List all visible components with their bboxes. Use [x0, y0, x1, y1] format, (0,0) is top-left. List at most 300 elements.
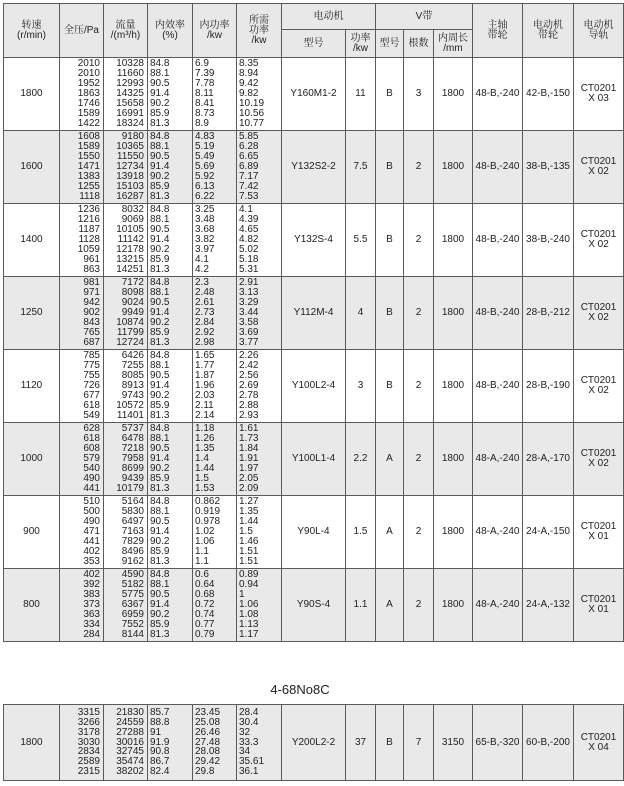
cell-value: 1236 [77, 204, 100, 216]
spindle-pulley-cell: 48-A,-240 [473, 569, 523, 642]
efficiency-cell [148, 277, 193, 350]
cell-value: 8699 [121, 462, 144, 474]
cell-value: 2.69 [239, 380, 259, 392]
table-row [4, 350, 624, 423]
cell-value: 9.82 [239, 88, 259, 100]
flow-cell [104, 58, 148, 131]
cell-value: 3.48 [195, 214, 215, 226]
speed-cell: 900 [4, 496, 60, 569]
cell-value: 9439 [121, 472, 144, 484]
cell-value: 8.73 [195, 107, 215, 119]
header-belt-length: 内周长 /mm [434, 30, 473, 58]
belt-count-cell: 7 [404, 705, 434, 781]
cell-value: 5182 [121, 579, 144, 591]
cell-value: 1.46 [239, 535, 259, 547]
cell-value: 2589 [77, 756, 100, 768]
cell-value: 90.2 [150, 170, 170, 182]
cell-value: 284 [83, 628, 100, 640]
cell-value: 6367 [121, 599, 144, 611]
motor-rail-cell: CT0201 X 02 [574, 423, 624, 496]
header-inner-power: 内功率 /kw [193, 4, 237, 58]
cell-value: 90.8 [150, 746, 170, 758]
required-power-cell [237, 131, 282, 204]
cell-value: 8085 [121, 370, 144, 382]
cell-value: 3.82 [195, 234, 215, 246]
motor-power-cell: 7.5 [346, 131, 376, 204]
cell-value: 0.74 [195, 608, 215, 620]
cell-value: 9743 [121, 389, 144, 401]
speed-cell: 800 [4, 569, 60, 642]
cell-value: 2.91 [239, 277, 259, 289]
cell-value: 1383 [77, 170, 100, 182]
cell-value: 13918 [116, 170, 144, 182]
belt-length-cell: 1800 [434, 277, 473, 350]
cell-value: 392 [83, 579, 100, 591]
cell-value: 5.18 [239, 253, 259, 265]
cell-value: 1.61 [239, 423, 259, 435]
cell-value: 334 [83, 618, 100, 630]
cell-value: 81.3 [150, 190, 170, 202]
cell-value: 90.2 [150, 97, 170, 109]
motor-pulley-cell: 42-B,-150 [523, 58, 574, 131]
cell-value: 6.28 [239, 141, 259, 153]
motor-model-cell: Y132S-4 [282, 204, 346, 277]
cell-value: 81.3 [150, 482, 170, 494]
cell-value: 1128 [78, 234, 100, 246]
cell-value: 3.29 [239, 297, 259, 309]
cell-value: 90.5 [150, 297, 170, 309]
motor-rail-cell: CT0201 X 01 [574, 569, 624, 642]
cell-value: 618 [83, 399, 100, 411]
cell-value: 21830 [116, 706, 144, 718]
cell-value: 2.05 [239, 472, 259, 484]
cell-value: 8496 [121, 545, 144, 557]
cell-value: 11799 [116, 326, 144, 338]
cell-value: 1.5 [239, 526, 253, 538]
cell-value: 0.77 [195, 618, 215, 630]
table-row [4, 204, 624, 277]
cell-value: 90.2 [150, 389, 170, 401]
efficiency-cell [148, 569, 193, 642]
motor-pulley-cell: 38-B,-240 [523, 204, 574, 277]
cell-value: 0.6 [195, 569, 209, 581]
motor-pulley-cell: 24-A,-150 [523, 496, 574, 569]
cell-value: 3.68 [195, 224, 215, 236]
speed-cell: 1000 [4, 423, 60, 496]
cell-value: 90.5 [150, 589, 170, 601]
cell-value: 1.73 [239, 433, 259, 445]
cell-value: 81.3 [150, 555, 170, 567]
motor-pulley-cell: 28-B,-190 [523, 350, 574, 423]
cell-value: 1.77 [195, 360, 215, 372]
efficiency-cell [148, 705, 193, 781]
pressure-cell [60, 350, 104, 423]
cell-value: 7552 [121, 618, 144, 630]
cell-value: 10328 [116, 58, 144, 70]
cell-value: 88.1 [150, 287, 170, 299]
cell-value: 2.48 [195, 287, 215, 299]
motor-pulley-cell: 60-B,-200 [523, 705, 574, 781]
cell-value: 2010 [77, 58, 100, 70]
cell-value: 91.9 [150, 736, 170, 748]
flow-cell [104, 423, 148, 496]
cell-value: 91.4 [150, 161, 170, 173]
motor-pulley-cell: 38-B,-135 [523, 131, 574, 204]
cell-value: 1.91 [239, 453, 259, 465]
motor-power-cell: 4 [346, 277, 376, 350]
belt-length-cell: 1800 [434, 423, 473, 496]
cell-value: 32745 [116, 746, 144, 758]
cell-value: 5775 [121, 589, 144, 601]
cell-value: 85.9 [150, 107, 170, 119]
cell-value: 843 [83, 316, 100, 328]
cell-value: 10.77 [239, 117, 265, 129]
cell-value: 618 [83, 433, 100, 445]
cell-value: 5.49 [195, 151, 215, 163]
cell-value: 1.87 [195, 370, 215, 382]
cell-value: 91.4 [150, 453, 170, 465]
cell-value: 26.46 [195, 726, 221, 738]
cell-value: 23.45 [195, 706, 221, 718]
flow-cell [104, 496, 148, 569]
table-row [4, 496, 624, 569]
cell-value: 1.06 [195, 535, 215, 547]
cell-value: 1.84 [239, 443, 259, 455]
cell-value: 6478 [121, 433, 144, 445]
efficiency-cell [148, 350, 193, 423]
belt-count-cell: 2 [404, 496, 434, 569]
cell-value: 90.2 [150, 243, 170, 255]
cell-value: 9949 [121, 307, 144, 319]
cell-value: 8.35 [239, 58, 259, 70]
speed-cell: 1120 [4, 350, 60, 423]
header-efficiency: 内效率 (%) [148, 4, 193, 58]
cell-value: 490 [83, 472, 100, 484]
cell-value: 1471 [77, 161, 100, 173]
cell-value: 1.13 [239, 618, 259, 630]
header-motor-model: 型号 [282, 30, 346, 58]
cell-value: 30016 [116, 736, 144, 748]
cell-value: 84.8 [150, 350, 170, 362]
header-motor-pulley: 电动机 带轮 [523, 4, 574, 58]
cell-value: 82.4 [150, 766, 170, 778]
cell-value: 9.42 [239, 78, 259, 90]
cell-value: 5.85 [239, 131, 259, 143]
cell-value: 81.3 [150, 263, 170, 275]
cell-value: 10572 [116, 399, 144, 411]
cell-value: 1589 [77, 141, 100, 153]
cell-value: 7.17 [239, 170, 259, 182]
cell-value: 84.8 [150, 131, 170, 143]
required-power-cell [237, 569, 282, 642]
flow-cell [104, 131, 148, 204]
cell-value: 383 [83, 589, 100, 601]
cell-value: 2.26 [239, 350, 259, 362]
cell-value: 1.44 [239, 516, 259, 528]
cell-value: 7.53 [239, 190, 259, 202]
belt-model-cell: B [376, 277, 404, 350]
belt-count-cell: 2 [404, 350, 434, 423]
cell-value: 1.5 [195, 472, 209, 484]
cell-value: 8.41 [195, 97, 215, 109]
cell-value: 0.68 [195, 589, 215, 601]
cell-value: 1.35 [195, 443, 215, 455]
cell-value: 0.978 [195, 516, 221, 528]
cell-value: 1.96 [195, 380, 215, 392]
cell-value: 3.58 [239, 316, 259, 328]
cell-value: 5.02 [239, 243, 259, 255]
cell-value: 1.65 [195, 350, 215, 362]
motor-pulley-cell: 24-A,-132 [523, 569, 574, 642]
header-vbelt: V带 [376, 4, 473, 30]
motor-model-cell: Y90S-4 [282, 569, 346, 642]
inner-power-cell [193, 423, 237, 496]
cell-value: 85.9 [150, 180, 170, 192]
cell-value: 1255 [77, 180, 100, 192]
efficiency-cell [148, 423, 193, 496]
cell-value: 27288 [116, 726, 144, 738]
cell-value: 11550 [116, 151, 144, 163]
belt-length-cell: 1800 [434, 569, 473, 642]
cell-value: 10.19 [239, 97, 265, 109]
cell-value: 85.7 [150, 706, 170, 718]
pressure-cell [60, 277, 104, 350]
cell-value: 1187 [78, 224, 100, 236]
inner-power-cell [193, 569, 237, 642]
cell-value: 2.03 [195, 389, 215, 401]
cell-value: 8098 [121, 287, 144, 299]
header-belt-model: 型号 [376, 30, 404, 58]
cell-value: 84.8 [150, 277, 170, 289]
cell-value: 7829 [121, 535, 144, 547]
flow-cell [104, 569, 148, 642]
cell-value: 608 [83, 443, 100, 455]
cell-value: 765 [83, 326, 100, 338]
header-spindle-pulley: 主轴 带轮 [473, 4, 523, 58]
cell-value: 5.19 [195, 141, 215, 153]
cell-value: 7.42 [239, 180, 259, 192]
speed-cell: 1250 [4, 277, 60, 350]
cell-value: 88.1 [150, 68, 170, 80]
cell-value: 85.9 [150, 472, 170, 484]
cell-value: 1.51 [239, 555, 259, 567]
cell-value: 1422 [77, 117, 100, 129]
motor-model-cell: Y112M-4 [282, 277, 346, 350]
cell-value: 3.13 [239, 287, 259, 299]
cell-value: 6959 [121, 608, 144, 620]
cell-value: 6497 [121, 516, 144, 528]
cell-value: 15103 [116, 180, 144, 192]
cell-value: 11401 [116, 409, 144, 421]
motor-model-cell: Y100L2-4 [282, 350, 346, 423]
cell-value: 1.27 [239, 496, 259, 508]
cell-value: 687 [83, 336, 100, 348]
required-power-cell [237, 496, 282, 569]
cell-value: 4.82 [239, 234, 259, 246]
cell-value: 1.97 [239, 462, 259, 474]
table-row [4, 569, 624, 642]
cell-value: 4.83 [195, 131, 215, 143]
cell-value: 0.64 [195, 579, 215, 591]
cell-value: 3.77 [239, 336, 259, 348]
cell-value: 8913 [121, 380, 144, 392]
cell-value: 6.65 [239, 151, 259, 163]
cell-value: 85.9 [150, 545, 170, 557]
cell-value: 8.11 [195, 88, 214, 100]
motor-rail-cell: CT0201 X 02 [574, 350, 624, 423]
cell-value: 36.1 [239, 766, 259, 778]
cell-value: 2.56 [239, 370, 259, 382]
inner-power-cell [193, 496, 237, 569]
cell-value: 1.35 [239, 506, 259, 518]
cell-value: 942 [83, 297, 100, 309]
cell-value: 90.2 [150, 535, 170, 547]
cell-value: 1.4 [195, 453, 209, 465]
cell-value: 500 [83, 506, 100, 518]
cell-value: 4.39 [239, 214, 259, 226]
cell-value: 88.1 [150, 214, 170, 226]
cell-value: 5737 [121, 423, 144, 435]
cell-value: 81.3 [150, 409, 170, 421]
belt-model-cell: B [376, 131, 404, 204]
cell-value: 84.8 [150, 423, 170, 435]
inner-power-cell [193, 204, 237, 277]
cell-value: 5830 [121, 506, 144, 518]
belt-count-cell: 2 [404, 277, 434, 350]
cell-value: 4.1 [195, 253, 209, 265]
cell-value: 8144 [121, 628, 144, 640]
cell-value: 5.69 [195, 161, 215, 173]
cell-value: 85.9 [150, 618, 170, 630]
header-speed: 转速 (r/min) [4, 4, 60, 58]
cell-value: 549 [83, 409, 100, 421]
belt-length-cell: 1800 [434, 204, 473, 277]
cell-value: 85.9 [150, 399, 170, 411]
cell-value: 10.56 [239, 107, 265, 119]
cell-value: 16991 [116, 107, 144, 119]
motor-rail-cell: CT0201 X 02 [574, 277, 624, 350]
header-motor: 电动机 [282, 4, 376, 30]
motor-rail-cell: CT0201 X 01 [574, 496, 624, 569]
cell-value: 902 [83, 307, 100, 319]
cell-value: 3315 [77, 706, 100, 718]
cell-value: 10874 [116, 316, 144, 328]
cell-value: 775 [83, 360, 100, 372]
belt-model-cell: B [376, 350, 404, 423]
motor-power-cell: 37 [346, 705, 376, 781]
cell-value: 28.4 [239, 706, 259, 718]
cell-value: 6.9 [195, 58, 209, 70]
cell-value: 2834 [77, 746, 100, 758]
speed-cell: 1400 [4, 204, 60, 277]
cell-value: 88.1 [150, 579, 170, 591]
efficiency-cell [148, 58, 193, 131]
cell-value: 1118 [79, 190, 100, 202]
cell-value: 2.09 [239, 482, 259, 494]
cell-value: 1.51 [239, 545, 259, 557]
cell-value: 12724 [116, 336, 144, 348]
cell-value: 10105 [116, 224, 144, 236]
motor-model-cell: Y90L-4 [282, 496, 346, 569]
header-row-1 [4, 4, 624, 30]
cell-value: 6.13 [195, 180, 215, 192]
cell-value: 2.14 [195, 409, 215, 421]
cell-value: 7218 [121, 443, 144, 455]
cell-value: 1.53 [195, 482, 215, 494]
motor-model-cell: Y132S2-2 [282, 131, 346, 204]
pressure-cell [60, 569, 104, 642]
cell-value: 13215 [116, 253, 144, 265]
cell-value: 2.93 [239, 409, 259, 421]
cell-value: 363 [83, 608, 100, 620]
flow-cell [104, 705, 148, 781]
fan-spec-table [3, 3, 624, 642]
cell-value: 4.1 [239, 204, 253, 216]
cell-value: 38202 [116, 766, 144, 778]
motor-rail-cell: CT0201 X 02 [574, 204, 624, 277]
cell-value: 2010 [77, 68, 100, 80]
cell-value: 29.8 [195, 766, 215, 778]
cell-value: 81.3 [150, 117, 170, 129]
cell-value: 1059 [77, 243, 100, 255]
belt-count-cell: 2 [404, 423, 434, 496]
motor-model-cell: Y200L2-2 [282, 705, 346, 781]
cell-value: 1.02 [195, 526, 215, 538]
cell-value: 5.31 [239, 263, 259, 275]
spindle-pulley-cell: 48-A,-240 [473, 423, 523, 496]
cell-value: 91.4 [150, 599, 170, 611]
header-flow: 流量 /(m³/h) [104, 4, 148, 58]
cell-value: 90.5 [150, 516, 170, 528]
cell-value: 7255 [121, 360, 144, 372]
cell-value: 90.5 [150, 370, 170, 382]
cell-value: 88.8 [150, 716, 170, 728]
cell-value: 3.69 [239, 326, 259, 338]
cell-value: 0.72 [195, 599, 215, 611]
cell-value: 2.3 [195, 277, 209, 289]
cell-value: 981 [83, 277, 100, 289]
cell-value: 9180 [121, 131, 144, 143]
cell-value: 90.2 [150, 608, 170, 620]
cell-value: 7.78 [195, 78, 215, 90]
cell-value: 84.8 [150, 496, 170, 508]
pressure-cell [60, 131, 104, 204]
motor-pulley-cell: 28-A,-170 [523, 423, 574, 496]
motor-pulley-cell: 28-B,-212 [523, 277, 574, 350]
cell-value: 1589 [77, 107, 100, 119]
cell-value: 33.3 [239, 736, 259, 748]
cell-value: 30.4 [239, 716, 259, 728]
cell-value: 6.89 [239, 161, 259, 173]
cell-value: 7163 [121, 526, 144, 538]
cell-value: 5164 [121, 496, 144, 508]
cell-value: 90.2 [150, 316, 170, 328]
cell-value: 14325 [116, 88, 144, 100]
cell-value: 628 [83, 423, 100, 435]
cell-value: 24559 [116, 716, 144, 728]
cell-value: 1550 [77, 151, 100, 163]
cell-value: 91.4 [150, 526, 170, 538]
cell-value: 3.97 [195, 243, 215, 255]
cell-value: 0.862 [195, 496, 221, 508]
cell-value: 5.92 [195, 170, 215, 182]
table-subtitle: 4-68No8C [270, 682, 330, 697]
motor-rail-cell: CT0201 X 04 [574, 705, 624, 781]
motor-power-cell: 5.5 [346, 204, 376, 277]
motor-power-cell: 1.1 [346, 569, 376, 642]
table-row [4, 277, 624, 350]
cell-value: 1746 [77, 97, 100, 109]
